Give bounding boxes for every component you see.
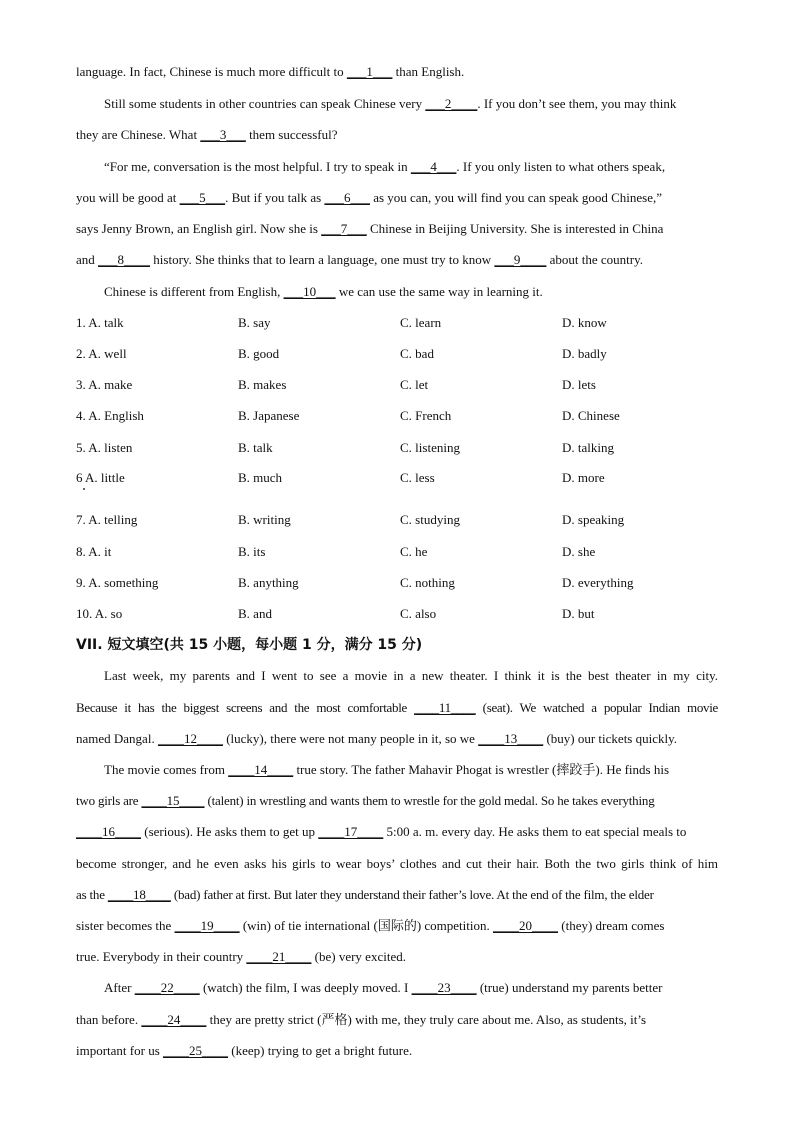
blank-8: ___8____ — [98, 252, 151, 267]
text: and — [76, 252, 99, 267]
blank-25: ____25____ — [163, 1043, 229, 1058]
option-row-7 — [76, 512, 736, 528]
option-row-5 — [76, 440, 736, 456]
text: (they) dream comes — [558, 918, 665, 933]
passage1-line-4 — [104, 159, 718, 175]
option-c: C. he — [400, 544, 428, 559]
option-a: 5. A. listen — [76, 440, 133, 455]
option-c: C. listening — [400, 440, 460, 455]
option-b: B. talk — [238, 440, 273, 455]
blank-4: ___4___ — [410, 159, 457, 174]
blank-2: ___2____ — [425, 96, 478, 111]
passage1-line-2 — [104, 96, 718, 112]
blank-19: ____19____ — [174, 918, 240, 933]
passage2-line-13 — [76, 1043, 718, 1059]
blank-14: ____14____ — [228, 762, 294, 777]
option-a: 2. A. well — [76, 346, 127, 361]
option-d: D. talking — [562, 440, 614, 455]
blank-15: ____15____ — [141, 793, 205, 808]
option-b: B. much — [238, 470, 283, 485]
text: they are pretty strict (严格) with me, they truly care about me. Also, as students, it’s — [206, 1012, 647, 1027]
option-b: B. anything — [238, 575, 299, 590]
passage2-line-3 — [76, 731, 718, 747]
option-a: 4. A. English — [76, 408, 144, 423]
text: (true) understand my parents better — [476, 980, 663, 995]
passage1-line-1 — [76, 64, 718, 80]
text: about the country. — [546, 252, 643, 267]
text: them successful? — [245, 127, 338, 142]
text: (lucky), there were not many people in it, so we — [222, 731, 479, 746]
text: named Dangal. — [76, 731, 158, 746]
text: true story. The father Mahavir Phogat is wrestler (摔跤手). He finds his — [293, 762, 670, 777]
option-d: D. but — [562, 606, 595, 621]
text: “For me, conversation is the most helpful. I try to speak in — [104, 159, 411, 174]
option-d: D. more — [562, 470, 605, 485]
text: (talent) in wrestling and wants them to wrestle for the gold medal. So he takes everything — [204, 793, 655, 808]
text: history. She thinks that to learn a language, one must try to know — [150, 252, 495, 267]
blank-21: ____21____ — [246, 949, 312, 964]
passage2-line-4 — [104, 762, 718, 778]
text: says Jenny Brown, an English girl. Now she is — [76, 221, 322, 236]
passage1-line-5 — [76, 190, 718, 206]
option-d: D. lets — [562, 377, 596, 392]
passage1-line-6 — [76, 221, 718, 237]
option-row-1 — [76, 315, 736, 331]
blank-18: ____18____ — [107, 887, 171, 902]
text: (be) very excited. — [311, 949, 406, 964]
text: Still some students in other countries can speak Chinese very — [104, 96, 426, 111]
blank-22: ____22____ — [134, 980, 200, 995]
text: Chinese is different from English, — [104, 284, 284, 299]
passage2-line-6 — [76, 824, 718, 840]
option-d: D. badly — [562, 346, 607, 361]
text: they are Chinese. What — [76, 127, 201, 142]
text: 5:00 a. m. every day. He asks them to eat special meals to — [383, 824, 687, 839]
option-a: 1. A. talk — [76, 315, 124, 330]
option-row-10 — [76, 606, 736, 622]
text: (seat). We watched a popular Indian movie — [475, 700, 719, 715]
option-c: C. let — [400, 377, 429, 392]
passage2-line-12 — [76, 1012, 718, 1028]
blank-9: ___9____ — [494, 252, 547, 267]
blank-1: ___1___ — [346, 64, 393, 79]
option-d: D. know — [562, 315, 607, 330]
option-c: C. learn — [400, 315, 442, 330]
passage1-line-8 — [104, 284, 718, 300]
passage1-line-7 — [76, 252, 718, 268]
option-a: 9. A. something — [76, 575, 159, 590]
passage2-line-2 — [76, 700, 718, 716]
passage2-line-10 — [76, 949, 718, 965]
text: . If you only listen to what others speak, — [456, 159, 666, 174]
passage2-line-9 — [76, 918, 718, 934]
passage2-line-5 — [76, 793, 718, 809]
option-row-4 — [76, 408, 736, 424]
blank-12: ____12____ — [157, 731, 223, 746]
blank-6: ___6___ — [324, 190, 370, 205]
blank-13: ____13____ — [478, 731, 544, 746]
option-d: D. Chinese — [562, 408, 620, 423]
text: (buy) our tickets quickly. — [543, 731, 678, 746]
text: . If you don’t see them, you may think — [477, 96, 677, 111]
option-b: B. Japanese — [238, 408, 300, 423]
text: two girls are — [76, 793, 142, 808]
text: become stronger, and he even asks his girls to wear boys’ clothes and cut their hair. Both the two girls think of him — [76, 856, 718, 871]
option-a: 7. A. telling — [76, 512, 138, 527]
passage2-line-7 — [76, 856, 718, 872]
text: true. Everybody in their country — [76, 949, 247, 964]
option-a: 6 A. little — [76, 470, 125, 485]
blank-23: ____23____ — [411, 980, 477, 995]
option-row-3 — [76, 377, 736, 393]
blank-16: ____16____ — [76, 824, 141, 839]
option-d: D. everything — [562, 575, 634, 590]
text: as the — [76, 887, 108, 902]
blank-24: ____24____ — [141, 1012, 207, 1027]
text: we can use the same way in learning it. — [335, 284, 543, 299]
option-row-2 — [76, 346, 736, 362]
blank-17: ____17____ — [318, 824, 384, 839]
section-heading: VII. 短文填空(共 15 小题，每小题 1 分，满分 15 分) — [76, 637, 423, 653]
text: than English. — [392, 64, 465, 79]
option-row-6 — [76, 470, 736, 486]
option-b: B. say — [238, 315, 271, 330]
blank-5: ___5___ — [179, 190, 226, 205]
text: Because it has the biggest screens and the most comfortable — [76, 700, 415, 715]
option-c: C. less — [400, 470, 435, 485]
text: language. In fact, Chinese is much more difficult to — [76, 64, 347, 79]
text: After — [104, 980, 135, 995]
option-c: C. nothing — [400, 575, 455, 590]
text: important for us — [76, 1043, 164, 1058]
passage2-line-8 — [76, 887, 718, 903]
text: (win) of tie international (国际的) competition. — [239, 918, 493, 933]
option-b: B. and — [238, 606, 272, 621]
option-c: C. also — [400, 606, 437, 621]
option-b: B. its — [238, 544, 266, 559]
passage2-line-11 — [104, 980, 718, 996]
blank-3: ___3___ — [200, 127, 246, 142]
option-a: 8. A. it — [76, 544, 112, 559]
text: sister becomes the — [76, 918, 175, 933]
stray-dot — [83, 488, 85, 490]
option-row-8 — [76, 544, 736, 560]
option-d: D. speaking — [562, 512, 625, 527]
option-a: 10. A. so — [76, 606, 123, 621]
text: Chinese in Beijing University. She is interested in China — [366, 221, 664, 236]
option-c: C. studying — [400, 512, 460, 527]
option-row-9 — [76, 575, 736, 591]
option-c: C. bad — [400, 346, 434, 361]
blank-11: ____11____ — [414, 700, 476, 715]
text: The movie comes from — [104, 762, 229, 777]
text: (bad) father at first. But later they understand their father’s love. At the end of the film, the elder — [170, 887, 654, 902]
text: (serious). He asks them to get up — [141, 824, 319, 839]
option-a: 3. A. make — [76, 377, 133, 392]
text: (watch) the film, I was deeply moved. I — [199, 980, 412, 995]
option-d: D. she — [562, 544, 596, 559]
blank-7: ___7___ — [321, 221, 367, 236]
text: . But if you talk as — [225, 190, 325, 205]
passage1-line-3 — [76, 127, 718, 143]
text: (keep) trying to get a bright future. — [228, 1043, 413, 1058]
option-b: B. good — [238, 346, 280, 361]
text: Last week, my parents and I went to see a movie in a new theater. I think it is the best theater in my city. — [104, 668, 718, 683]
option-b: B. makes — [238, 377, 287, 392]
text: than before. — [76, 1012, 142, 1027]
blank-20: ____20____ — [493, 918, 558, 933]
text: you will be good at — [76, 190, 180, 205]
option-b: B. writing — [238, 512, 291, 527]
option-c: C. French — [400, 408, 452, 423]
blank-10: ___10___ — [283, 284, 336, 299]
text: as you can, you will find you can speak good Chinese,” — [369, 190, 663, 205]
passage2-line-1 — [104, 668, 718, 684]
